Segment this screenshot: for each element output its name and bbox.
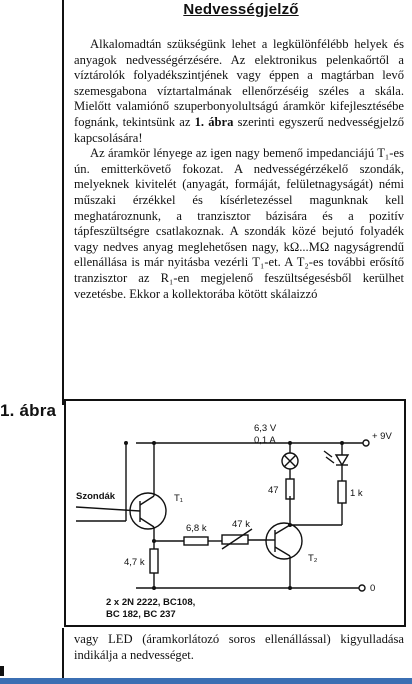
led xyxy=(336,455,348,465)
r4k7-label: 4,7 k xyxy=(124,557,145,568)
article-title: Nedvességjelző xyxy=(183,1,299,18)
t1-label: T₁ xyxy=(174,493,184,504)
article-continuation: vagy LED (áramkorlátozó soros ellenállással) kigyulladása indikálja a nedvességet. xyxy=(74,632,404,662)
ground-label: 0 xyxy=(370,583,376,594)
figure-reference: 1. ábra xyxy=(194,114,234,129)
paragraph-1: Alkalomadtán szükségünk lehet a legkülönfélébb helyek és anyagok nedvességérzésére. Az elektronikus pelenkaőrtől a víztárolók folyadékszintjének vagy éppen a magtárban levő szemesgabona víztartalmának ellenőrzéséig széles a skála. Mielőtt valamiónő szuperbonyolultságú áramkör kifejlesztésébe fognánk, tekintsünk az 1. ábra szerinti egyszerű nedvességjelző kapcsolására! xyxy=(74,37,405,145)
supply-label: + 9V xyxy=(372,431,392,442)
transistor-list-line1: 2 x 2N 2222, BC108, xyxy=(106,597,196,608)
resistor-4k7 xyxy=(150,549,158,573)
bottom-accent-bar xyxy=(0,678,412,684)
circuit-figure xyxy=(64,399,406,627)
probes-label: Szondák xyxy=(76,491,116,502)
t2-label: T₂ xyxy=(308,553,318,564)
lamp-voltage-label: 6,3 V xyxy=(254,423,277,434)
resistor-1k xyxy=(338,481,346,503)
lamp-current-label: 0,1 A xyxy=(254,435,276,446)
figure-label: 1. ábra xyxy=(0,401,57,420)
ground-terminal xyxy=(359,585,365,591)
page-margin-mark xyxy=(0,666,4,676)
article-body xyxy=(74,37,404,302)
r47-label: 47 xyxy=(268,485,279,496)
r47k-pot-label: 47 k xyxy=(232,519,250,530)
column-rule-top xyxy=(62,0,64,405)
column-rule-bottom xyxy=(62,628,64,684)
circuit-diagram xyxy=(66,401,404,625)
r68k-label: 6,8 k xyxy=(186,523,207,534)
r1k-label: 1 k xyxy=(350,488,363,499)
paragraph-2: Az áramkör lényege az igen nagy bemenő impedanciájú T₁-es ún. emitterkövető fokozat. A nedvességérzékelő szondák, melyeknek kivitelét (anyagát, formáját, felületnagyságát) némi műszaki érzékkel és kísérletezéssel magunknak kell meghatároznunk, a tranzisztor bázisára és a pozitív tápfeszültségre csatlakoznak. A szondák közé bejutó folyadék vagy nedves anyag meglehetősen nagy, kΩ...MΩ nagyságrendű ellenállása is már nyitásba vezérli T₁-et. A T₂-es további erősítő tranzisztor az R₁-en megjelenő feszültségesésből kerülhet vezetésbe. Ekkor a kollektorába kötött skálaizzó xyxy=(74,146,404,301)
supply-terminal xyxy=(363,440,369,446)
transistor-list-line2: BC 182, BC 237 xyxy=(106,609,176,620)
resistor-6k8 xyxy=(184,537,208,545)
